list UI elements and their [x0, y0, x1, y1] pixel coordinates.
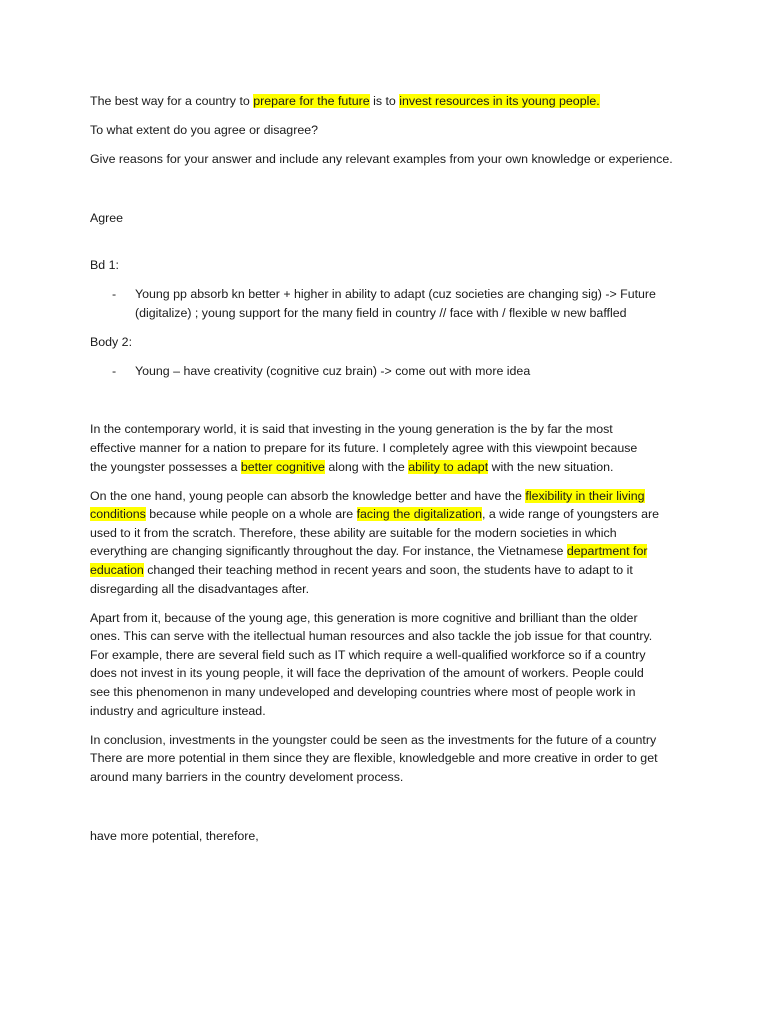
prompt-question: To what extent do you agree or disagree?	[90, 123, 318, 138]
prompt-instructions: Give reasons for your answer and include any relevant examples from your own knowledge or experience.	[90, 152, 673, 167]
essay-body2-line: ones. This can serve with the itellectual human resources and also tackle the job issue for that country.	[90, 629, 653, 644]
outline-body2-line: Young – have creativity (cognitive cuz brain) -> come out with more idea	[135, 363, 531, 378]
text-run: everything are changing significantly throughout the day. For instance, the Vietnamese	[90, 544, 567, 559]
essay-body2-line: Apart from it, because of the young age, this generation is more cognitive and brilliant than the older	[90, 610, 638, 625]
text-run: because while people on a whole are	[145, 507, 357, 522]
essay-body2-line: For example, there are several field such as IT which require a well-qualified workforce so if a country	[90, 647, 646, 662]
essay-conclusion-line: In conclusion, investments in the youngster could be seen as the investments for the future of a country	[90, 732, 657, 747]
highlight-department: department for	[566, 544, 648, 559]
highlight-flexibility: flexibility in their living	[525, 488, 645, 503]
essay-intro-paragraph	[90, 420, 682, 476]
essay-body1-line	[90, 505, 682, 524]
highlight-digitalization: facing the digitalization	[356, 507, 482, 522]
highlight-invest-resources: invest resources in its young people.	[399, 94, 600, 108]
essay-fragment: have more potential, therefore,	[90, 828, 259, 843]
outline-stance: Agree	[90, 210, 124, 225]
highlight-prepare-future: prepare for the future	[253, 94, 370, 108]
text-run: with the new situation.	[488, 459, 614, 474]
essay-body1-line: used to it from the scratch. Therefore, these ability are suitable for the modern societies in which	[90, 525, 617, 540]
essay-conclusion-line: around many barriers in the country develoment process.	[90, 769, 404, 784]
outline-body1-line2: (digitalize) ; young support for the many field in country // face with / flexible w new baffled	[135, 305, 627, 320]
essay-conclusion-paragraph	[90, 731, 682, 787]
essay-conclusion-line: There are more potential in them since they are flexible, knowledgeble and more creative in order to get	[90, 751, 658, 766]
outline-body1-bullet	[90, 285, 682, 322]
outline-body1-line1: Young pp absorb kn better + higher in ability to adapt (cuz societies are changing sig) -> Future	[135, 286, 656, 301]
text-run: along with the	[324, 459, 409, 474]
essay-body1-line	[90, 542, 682, 561]
highlight-conditions: conditions	[90, 507, 146, 522]
text-run: , a wide range of youngsters are	[481, 507, 659, 522]
essay-body2-line: see this phenomenon in many undeveloped and developing countries where most of people work in	[90, 685, 636, 700]
text-run: changed their teaching method in recent years and soon, the students have to adapt to it	[143, 563, 633, 577]
essay-body1-line: disregarding all the disadvantages after.	[90, 581, 310, 596]
text-run: the youngster possesses a	[90, 459, 241, 474]
outline-body1-heading: Bd 1:	[90, 257, 119, 272]
prompt-statement	[90, 92, 682, 111]
outline-body2-heading: Body 2:	[90, 334, 133, 349]
outline-body2-bullet	[90, 362, 682, 381]
text-run: On the one hand, young people can absorb the knowledge better and have the	[90, 488, 526, 503]
prompt-mid-text: is to	[369, 94, 400, 108]
essay-intro-line: In the contemporary world, it is said that investing in the young generation is the by far the most	[90, 422, 613, 437]
highlight-education: education	[90, 563, 144, 577]
highlight-ability-to-adapt: ability to adapt	[408, 459, 489, 474]
bullet-dash: -	[112, 363, 117, 378]
document-page	[90, 92, 682, 845]
highlight-better-cognitive: better cognitive	[240, 459, 325, 474]
essay-body2-line: industry and agriculture instead.	[90, 703, 266, 718]
bullet-dash: -	[112, 286, 117, 301]
essay-body1-paragraph	[90, 487, 682, 599]
essay-intro-line: effective manner for a nation to prepare for its future. I completely agree with this viewpoint because	[90, 440, 638, 455]
essay-intro-line	[90, 458, 682, 477]
essay-body2-paragraph	[90, 609, 682, 721]
prompt-intro-text: The best way for a country to	[90, 94, 254, 108]
essay-body2-line: does not invest in its young people, it will face the deprivation of the amount of workers. People could	[90, 666, 644, 681]
essay-body1-line	[90, 487, 682, 506]
essay-body1-line	[90, 561, 682, 580]
